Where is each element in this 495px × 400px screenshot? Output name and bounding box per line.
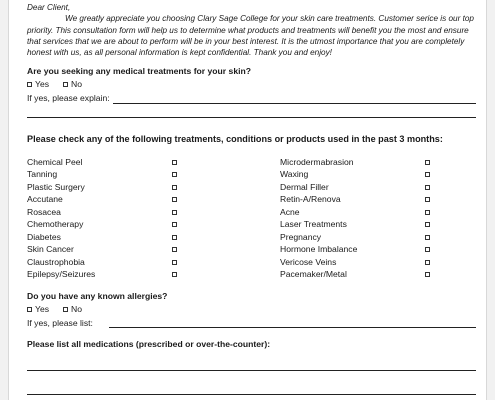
treatment-label: Acne [280,206,300,217]
checkbox[interactable] [172,235,177,240]
intro-text [27,2,479,58]
checkbox[interactable] [425,260,430,265]
treatment-label: Retin-A/Renova [280,194,341,205]
explain-line-2[interactable] [27,117,476,118]
checkbox[interactable] [172,260,177,265]
medications-line-2[interactable] [27,394,476,395]
treatment-item[interactable] [280,156,450,168]
medical-no-option[interactable] [63,79,82,89]
checkbox[interactable] [425,235,430,240]
allergies-line[interactable] [109,327,476,328]
treatment-item[interactable] [280,218,450,230]
greeting: Dear Client, [27,3,71,12]
explain-line-1[interactable] [113,103,476,104]
checkbox[interactable] [172,272,177,277]
allergies-question: Do you have any known allergies? [27,291,168,301]
treatment-item[interactable] [280,193,450,205]
treatment-item[interactable] [280,268,450,280]
checkbox[interactable] [172,172,177,177]
no-label: No [71,79,83,89]
explain-label: If yes, please explain: [27,93,110,103]
treatment-item[interactable] [280,181,450,193]
intro-paragraph: We greatly appreciate you choosing Clary Sage College for your skin care treatments. Customer serice is our top priority. This consultation form will help us to determine what products and treatments will benefit you the most and ensure that services that we are about to perform will be in your best interest. It is the utmost importance that you are completely honest with us, as all personal information is kept confidential. Thank you and enjoy! [27,14,474,58]
checkbox[interactable] [425,272,430,277]
treatment-item[interactable] [280,168,450,180]
checkbox[interactable] [63,307,68,312]
treatment-label: Vericose Veins [280,256,337,267]
checkbox[interactable] [425,185,430,190]
checkbox[interactable] [27,307,32,312]
treatment-label: Hormone Imbalance [280,244,358,255]
treatment-label: Plastic Surgery [27,181,85,192]
treatment-item[interactable] [27,206,197,218]
checkbox[interactable] [172,222,177,227]
treatment-label: Chemical Peel [27,157,83,167]
allergies-list-label: If yes, please list: [27,318,93,328]
treatment-label: Epilepsy/Seizures [27,268,96,279]
treatment-item[interactable] [27,156,197,168]
checkbox[interactable] [425,197,430,202]
yes-label: Yes [35,79,50,89]
treatment-item[interactable] [27,193,197,205]
treatment-item[interactable] [27,231,197,243]
treatments-section-title: Please check any of the following treatments, conditions or products used in the past 3 months: [27,134,443,144]
allergies-yes-option[interactable] [27,304,49,314]
checkbox[interactable] [425,172,430,177]
allergies-options [27,304,82,314]
checkbox[interactable] [425,210,430,215]
checkbox[interactable] [425,222,430,227]
treatment-label: Microdermabrasion [280,157,354,167]
treatment-label: Rosacea [27,206,61,217]
treatment-label: Accutane [27,194,63,205]
treatment-item[interactable] [280,231,450,243]
medications-line-1[interactable] [27,370,476,371]
medical-yes-option[interactable] [27,79,49,89]
checkbox[interactable] [172,247,177,252]
treatment-label: Skin Cancer [27,244,74,255]
medications-question: Please list all medications (prescribed or over-the-counter): [27,339,271,349]
treatment-item[interactable] [27,268,197,280]
treatments-right-column [280,156,450,280]
consultation-form-page [8,0,487,400]
treatment-item[interactable] [27,218,197,230]
treatment-item[interactable] [280,243,450,255]
checkbox[interactable] [27,82,32,87]
treatment-item[interactable] [27,256,197,268]
treatment-item[interactable] [280,206,450,218]
allergies-no-option[interactable] [63,304,82,314]
checkbox[interactable] [172,160,177,165]
treatment-label: Dermal Filler [280,181,329,192]
treatment-label: Waxing [280,169,309,180]
checkbox[interactable] [63,82,68,87]
treatment-label: Pacemaker/Metal [280,268,347,279]
treatment-item[interactable] [280,256,450,268]
yes-label: Yes [35,304,50,314]
treatment-item[interactable] [27,181,197,193]
treatment-label: Chemotherapy [27,219,84,230]
checkbox[interactable] [172,210,177,215]
treatment-label: Pregnancy [280,231,322,242]
checkbox[interactable] [172,185,177,190]
treatment-label: Claustrophobia [27,256,85,267]
checkbox[interactable] [172,197,177,202]
treatment-label: Diabetes [27,231,61,242]
no-label: No [71,304,83,314]
checkbox[interactable] [425,160,430,165]
checkbox[interactable] [425,247,430,252]
treatment-item[interactable] [27,168,197,180]
medical-treatment-question: Are you seeking any medical treatments for your skin? [27,66,251,76]
medical-treatment-options [27,79,82,89]
treatment-label: Tanning [27,169,58,180]
treatment-label: Laser Treatments [280,219,347,230]
treatment-item[interactable] [27,243,197,255]
treatments-left-column [27,156,197,280]
